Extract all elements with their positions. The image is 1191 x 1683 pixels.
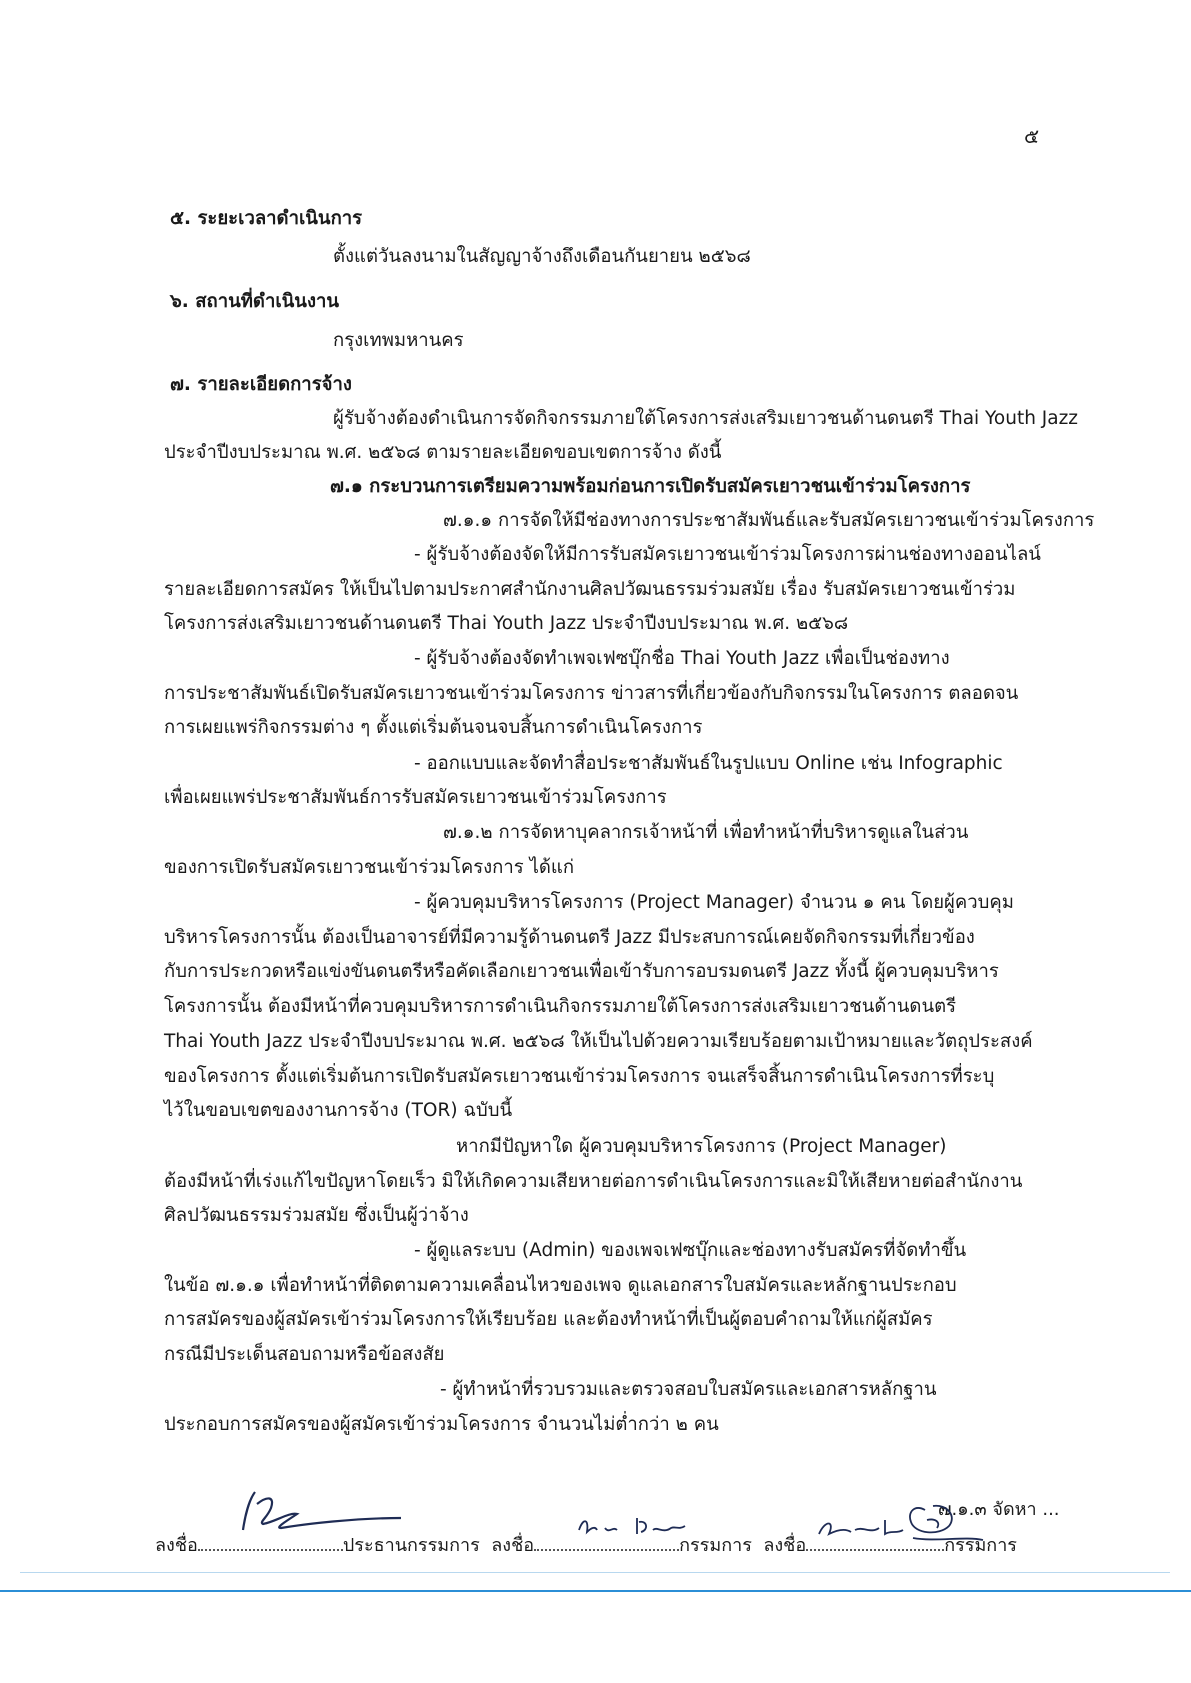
text-line: ในข้อ ๗.๑.๑ เพื่อทำหน้าที่ติดตามความเคลื่อนไหวของเพจ ดูแลเอกสารใบสมัครและหลักฐานประกอบ (164, 1275, 957, 1296)
footer-divider-faint (20, 1572, 1170, 1573)
text-line: ๗.๑.๑ การจัดให้มีช่องทางการประชาสัมพันธ์และรับสมัครเยาวชนเข้าร่วมโครงการ (443, 510, 1095, 531)
text-line: กรณีมีประเด็นสอบถามหรือข้อสงสัย (164, 1344, 445, 1365)
text-line: - ผู้รับจ้างต้องจัดทำเพจเฟซบุ๊กชื่อ Thai Youth Jazz เพื่อเป็นช่องทาง (414, 648, 950, 669)
text-line: ประกอบการสมัครของผู้สมัครเข้าร่วมโครงการ จำนวนไม่ต่ำกว่า ๒ คน (164, 1414, 719, 1435)
text-line: ของการเปิดรับสมัครเยาวชนเข้าร่วมโครงการ ได้แก่ (164, 857, 575, 878)
text-line: ของโครงการ ตั้งแต่เริ่มต้นการเปิดรับสมัครเยาวชนเข้าร่วมโครงการ จนเสร็จสิ้นการดำเนินโครงการที่ระบุ (164, 1066, 995, 1087)
footer-divider (0, 1590, 1191, 1592)
text-line: Thai Youth Jazz ประจำปีงบประมาณ พ.ศ. ๒๕๖๘ ให้เป็นไปด้วยความเรียบร้อยตามเป้าหมายและวัตถุประสงค์ (164, 1031, 1033, 1052)
continue-note: ๗.๑.๓ จัดหา ... (938, 1499, 1060, 1520)
text-line: การเผยแพร่กิจกรรมต่าง ๆ ตั้งแต่เริ่มต้นจนจบสิ้นการดำเนินโครงการ (164, 717, 703, 738)
text-line: การสมัครของผู้สมัครเข้าร่วมโครงการให้เรียบร้อย และต้องทำหน้าที่เป็นผู้ตอบคำถามให้แก่ผู้สมัคร (164, 1309, 933, 1330)
text-line: ไว้ในขอบเขตของงานการจ้าง (TOR) ฉบับนี้ (164, 1100, 513, 1121)
text-line: ๗.๑.๒ การจัดหาบุคลากรเจ้าหน้าที่ เพื่อทำหน้าที่บริหารดูแลในส่วน (443, 822, 969, 843)
text-line: ศิลปวัฒนธรรมร่วมสมัย ซึ่งเป็นผู้ว่าจ้าง (164, 1205, 469, 1226)
text-line: บริหารโครงการนั้น ต้องเป็นอาจารย์ที่มีความรู้ด้านดนตรี Jazz มีประสบการณ์เคยจัดกิจกรรมที่เกี่ยวข้อง (164, 927, 975, 948)
page-number: ๕ (1024, 124, 1040, 148)
text-line: ตั้งแต่วันลงนามในสัญญาจ้างถึงเดือนกันยายน ๒๕๖๘ (333, 246, 751, 267)
sign-label-1: ลงชื่อ (155, 1535, 198, 1556)
text-line: รายละเอียดการสมัคร ให้เป็นไปตามประกาศสำนักงานศิลปวัฒนธรรมร่วมสมัย เรื่อง รับสมัครเยาวชนเข้าร่วม (164, 579, 1016, 600)
signature-member-1 (575, 1508, 695, 1548)
text-line: - ผู้ควบคุมบริหารโครงการ (Project Manager) จำนวน ๑ คน โดยผู้ควบคุม (414, 892, 1014, 913)
text-line: หากมีปัญหาใด ผู้ควบคุมบริหารโครงการ (Project Manager) (456, 1136, 947, 1157)
text-line: - ผู้ดูแลระบบ (Admin) ของเพจเฟซบุ๊กและช่องทางรับสมัครที่จัดทำขึ้น (414, 1240, 967, 1261)
signature-chair (205, 1478, 405, 1558)
text-line: กับการประกวดหรือแข่งขันดนตรีหรือคัดเลือกเยาวชนเพื่อเข้ารับการอบรมดนตรี Jazz ทั้งนี้ ผู้ควบคุมบริหาร (164, 961, 999, 982)
text-line: ผู้รับจ้างต้องดำเนินการจัดกิจกรรมภายใต้โครงการส่งเสริมเยาวชนด้านดนตรี Thai Youth Jazz (333, 408, 1079, 429)
chair-role: ประธานกรรมการ (342, 1535, 480, 1556)
member-role-1: กรรมการ (679, 1535, 752, 1556)
text-line: ๗.๑ กระบวนการเตรียมความพร้อมก่อนการเปิดรับสมัครเยาวชนเข้าร่วมโครงการ (330, 476, 971, 497)
text-line: โครงการนั้น ต้องมีหน้าที่ควบคุมบริหารการดำเนินกิจกรรมภายใต้โครงการส่งเสริมเยาวชนด้านดนตรี (164, 996, 957, 1017)
text-line: การประชาสัมพันธ์เปิดรับสมัครเยาวชนเข้าร่วมโครงการ ข่าวสารที่เกี่ยวข้องกับกิจกรรมในโครงการ ตลอดจน (164, 683, 1019, 704)
text-line: ๕. ระยะเวลาดำเนินการ (170, 208, 363, 229)
member-role-2: กรรมการ (944, 1535, 1017, 1556)
text-line: ประจำปีงบประมาณ พ.ศ. ๒๕๖๘ ตามรายละเอียดขอบเขตการจ้าง ดังนี้ (164, 442, 722, 463)
text-line: - ออกแบบและจัดทำสื่อประชาสัมพันธ์ในรูปแบบ Online เช่น Infographic (414, 753, 1003, 774)
text-line: เพื่อเผยแพร่ประชาสัมพันธ์การรับสมัครเยาวชนเข้าร่วมโครงการ (164, 787, 667, 808)
text-line: - ผู้รับจ้างต้องจัดให้มีการรับสมัครเยาวชนเข้าร่วมโครงการผ่านช่องทางออนไลน์ (414, 544, 1041, 565)
text-line: ต้องมีหน้าที่เร่งแก้ไขปัญหาโดยเร็ว มิให้เกิดความเสียหายต่อการดำเนินโครงการและมิให้เสียหายต่อสำนักงาน (164, 1171, 1023, 1192)
text-line: ๖. สถานที่ดำเนินงาน (170, 291, 340, 312)
text-line: ๗. รายละเอียดการจ้าง (170, 374, 352, 395)
sign-label-2: ลงชื่อ (491, 1535, 535, 1556)
text-line: โครงการส่งเสริมเยาวชนด้านดนตรี Thai Youth Jazz ประจำปีงบประมาณ พ.ศ. ๒๕๖๘ (164, 613, 849, 634)
sign-label-3: ลงชื่อ (763, 1535, 807, 1556)
text-line: กรุงเทพมหานคร (333, 330, 464, 351)
signature-member-2 (815, 1490, 995, 1550)
text-line: - ผู้ทำหน้าที่รวบรวมและตรวจสอบใบสมัครและเอกสารหลักฐาน (440, 1379, 937, 1400)
